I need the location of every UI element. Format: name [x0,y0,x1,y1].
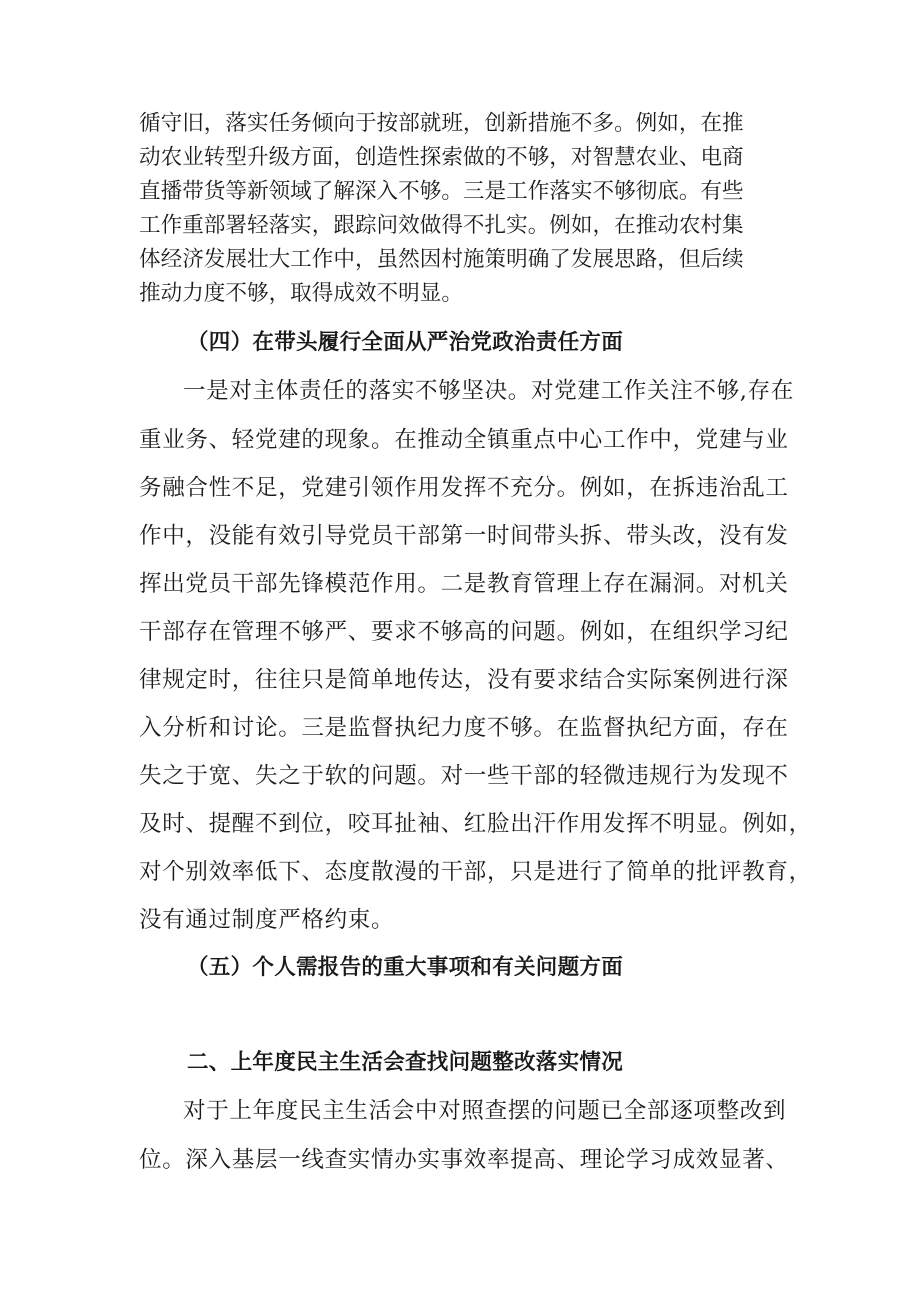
section-heading-four: （四）在带头履行全面从严治党政治责任方面 [187,330,624,355]
text-line: 一是对主体责任的落实不够坚决。对党建工作关注不够,存在 [183,378,795,404]
text-line: 挥出党员干部先锋模范作用。二是教育管理上存在漏洞。对机关 [139,571,789,597]
section-heading-five: （五）个人需报告的重大事项和有关问题方面 [187,955,624,980]
text-line: 没有通过制度严格约束。 [139,907,395,933]
text-line: 作中，没能有效引导党员干部第一时间带头拆、带头改，没有发 [139,523,789,549]
text-line: 直播带货等新领域了解深入不够。三是工作落实不够彻底。有些 [139,179,744,204]
text-line: 重业务、轻党建的现象。在推动全镇重点中心工作中，党建与业 [139,427,789,453]
text-line: 对于上年度民主生活会中对照查摆的问题已全部逐项整改到 [183,1098,787,1124]
text-line: 对个别效率低下、态度散漫的干部，只是进行了简单的批评教育， [139,859,812,885]
text-line: 及时、提醒不到位，咬耳扯袖、红脸出汗作用发挥不明显。例如， [139,811,812,837]
text-line: 务融合性不足，党建引领作用发挥不充分。例如，在拆违治乱工 [139,475,789,501]
text-line: 工作重部署轻落实，跟踪问效做得不扎实。例如，在推动农村集 [139,213,744,238]
text-line: 体经济发展壮大工作中，虽然因村施策明确了发展思路，但后续 [139,247,744,272]
text-line: 干部存在管理不够严、要求不够高的问题。例如，在组织学习纪 [139,619,789,645]
text-line: 推动力度不够，取得成效不明显。 [139,281,463,306]
text-line: 入分析和讨论。三是监督执纪力度不够。在监督执纪方面，存在 [139,715,789,741]
text-line: 失之于宽、失之于软的问题。对一些干部的轻微违规行为发现不 [139,763,789,789]
text-line: 动农业转型升级方面，创造性探索做的不够，对智慧农业、电商 [139,145,744,170]
text-line: 律规定时，往往只是简单地传达，没有要求结合实际案例进行深 [139,667,789,693]
section-heading-two: 二、上年度民主生活会查找问题整改落实情况 [187,1050,624,1075]
text-line: 位。深入基层一线查实情办实事效率提高、理论学习成效显著、 [139,1147,789,1173]
text-line: 循守旧，落实任务倾向于按部就班，创新措施不多。例如，在推 [139,111,744,136]
